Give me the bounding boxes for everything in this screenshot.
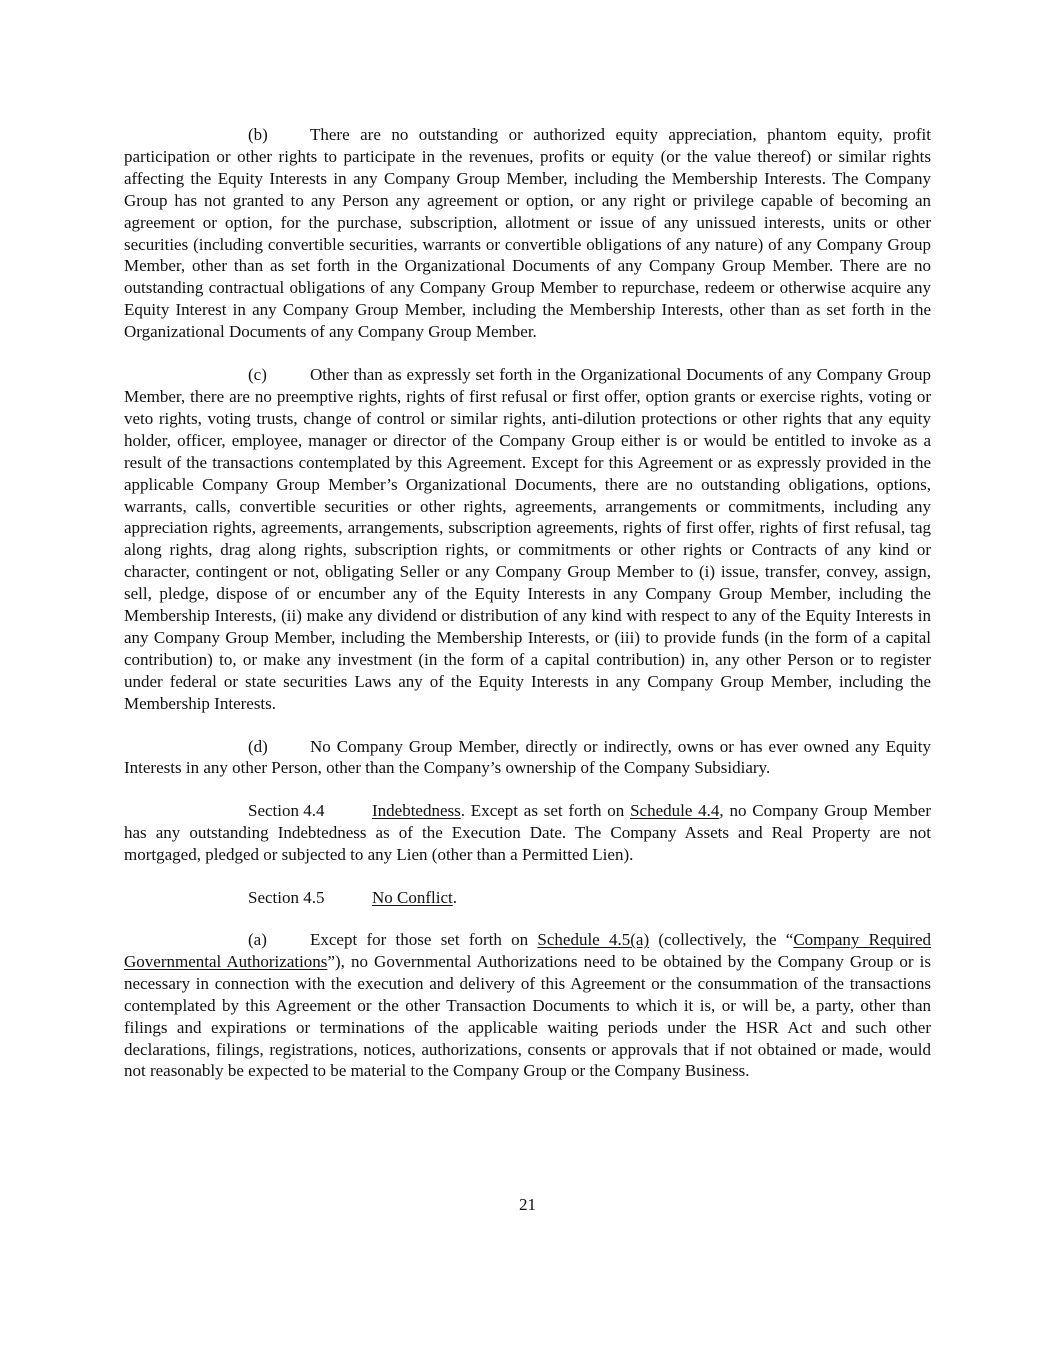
- paragraph-label: (a): [248, 930, 267, 949]
- paragraph-b: [124, 124, 931, 343]
- section-heading: Indebtedness: [372, 801, 461, 821]
- schedule-reference: Schedule 4.5(a): [537, 930, 650, 949]
- section-text: . Except as set forth on: [460, 801, 631, 821]
- section-number: Section 4.5: [248, 888, 325, 908]
- paragraph-label: (d): [248, 736, 268, 756]
- section-4-5: [124, 887, 931, 909]
- section-number: Section 4.4: [248, 801, 325, 821]
- paragraph-text: There are no outstanding or authorized equity appreciation, phantom equity, profit participation or other rights to participate in the revenues, profits or equity (or the value thereof) or similar rights affecting the Equity Interests in any Company Group Member, including the Membership Interests. The Company Group has not granted to any Person any agreement or option, or any right or privilege capable of becoming an agreement or option, for the purchase, subscription, allotment or issue of any unissued interests, units or other securities (including convertible securities, warrants or convertible obligations of any nature) of any Company Group Member, other than as set forth in the Organizational Documents of any Company Group Member. There are no outstanding contractual obligations of any Company Group Member to repurchase, redeem or otherwise acquire any Equity Interest in any Company Group Member, including the Membership Interests, other than as set forth in the Organizational Documents of any Company Group Member.: [124, 125, 931, 342]
- section-heading: No Conflict: [372, 888, 453, 908]
- paragraph-text: (collectively, the “: [649, 930, 794, 949]
- section-4-4: [124, 800, 931, 866]
- page-number: 21: [519, 1195, 536, 1214]
- document-page: [124, 124, 931, 1103]
- paragraph-text: Except for those set forth on: [310, 930, 538, 949]
- defined-term: Company Required Governmental Authorizations: [124, 930, 931, 971]
- paragraph-text: Other than as expressly set forth in the Organizational Documents of any Company Group Member, there are no preemptive rights, rights of first refusal or first offer, option grants or exercise rights, voting or veto rights, voting trusts, change of control or similar rights, anti-dilution protections or other rights that any equity holder, officer, employee, manager or director of the Company Group either is or would be entitled to invoke as a result of the transactions contemplated by this Agreement. Except for this Agreement or as expressly provided in the applicable Company Group Member’s Organizational Documents, there are no outstanding obligations, options, warrants, calls, convertible securities or other rights, agreements, arrangements or commitments, including any appreciation rights, agreements, arrangements, subscription agreements, rights of first offer, rights of first refusal, tag along rights, drag along rights, subscription rights, or commitments or other rights or Contracts of any kind or character, contingent or not, obligating Seller or any Company Group Member to (i) issue, transfer, convey, assign, sell, pledge, dispose of or encumber any of the Equity Interests in any Company Group Member, including the Membership Interests, (ii) make any dividend or distribution of any kind with respect to any of the Equity Interests in any Company Group Member, including the Membership Interests, or (iii) to provide funds (in the form of a capital contribution) to, or make any investment (in the form of a capital contribution) in, any other Person or to register under federal or state securities Laws any of the Equity Interests in any Company Group Member, including the Membership Interests.: [124, 365, 931, 713]
- section-period: .: [452, 888, 457, 908]
- section-text: , no Company Group Member has any outstanding Indebtedness as of the Execution Date. The Company Assets and Real Property are not mortgaged, pledged or subjected to any Lien (other than a Permitted Lien).: [124, 801, 931, 865]
- paragraph-4-5-a: [124, 929, 931, 1082]
- paragraph-text: ”), no Governmental Authorizations need to be obtained by the Company Group or is necessary in connection with the execution and delivery of this Agreement or the consummation of the transactions contemplated by this Agreement or the other Transaction Documents to which it is, or will be, a party, other than filings and expirations or terminations of the applicable waiting periods under the HSR Act and such other declarations, filings, registrations, notices, authorizations, consents or approvals that if not obtained or made, would not reasonably be expected to be material to the Company Group or the Company Business.: [124, 951, 932, 1081]
- paragraph-c: [124, 364, 931, 715]
- paragraph-d: [124, 736, 931, 780]
- schedule-reference: Schedule 4.4: [630, 801, 720, 821]
- paragraph-label: (c): [248, 365, 267, 385]
- paragraph-label: (b): [248, 125, 268, 144]
- paragraph-text: No Company Group Member, directly or indirectly, owns or has ever owned any Equity Interests in any other Person, other than the Company’s ownership of the Company Subsidiary.: [124, 736, 931, 778]
